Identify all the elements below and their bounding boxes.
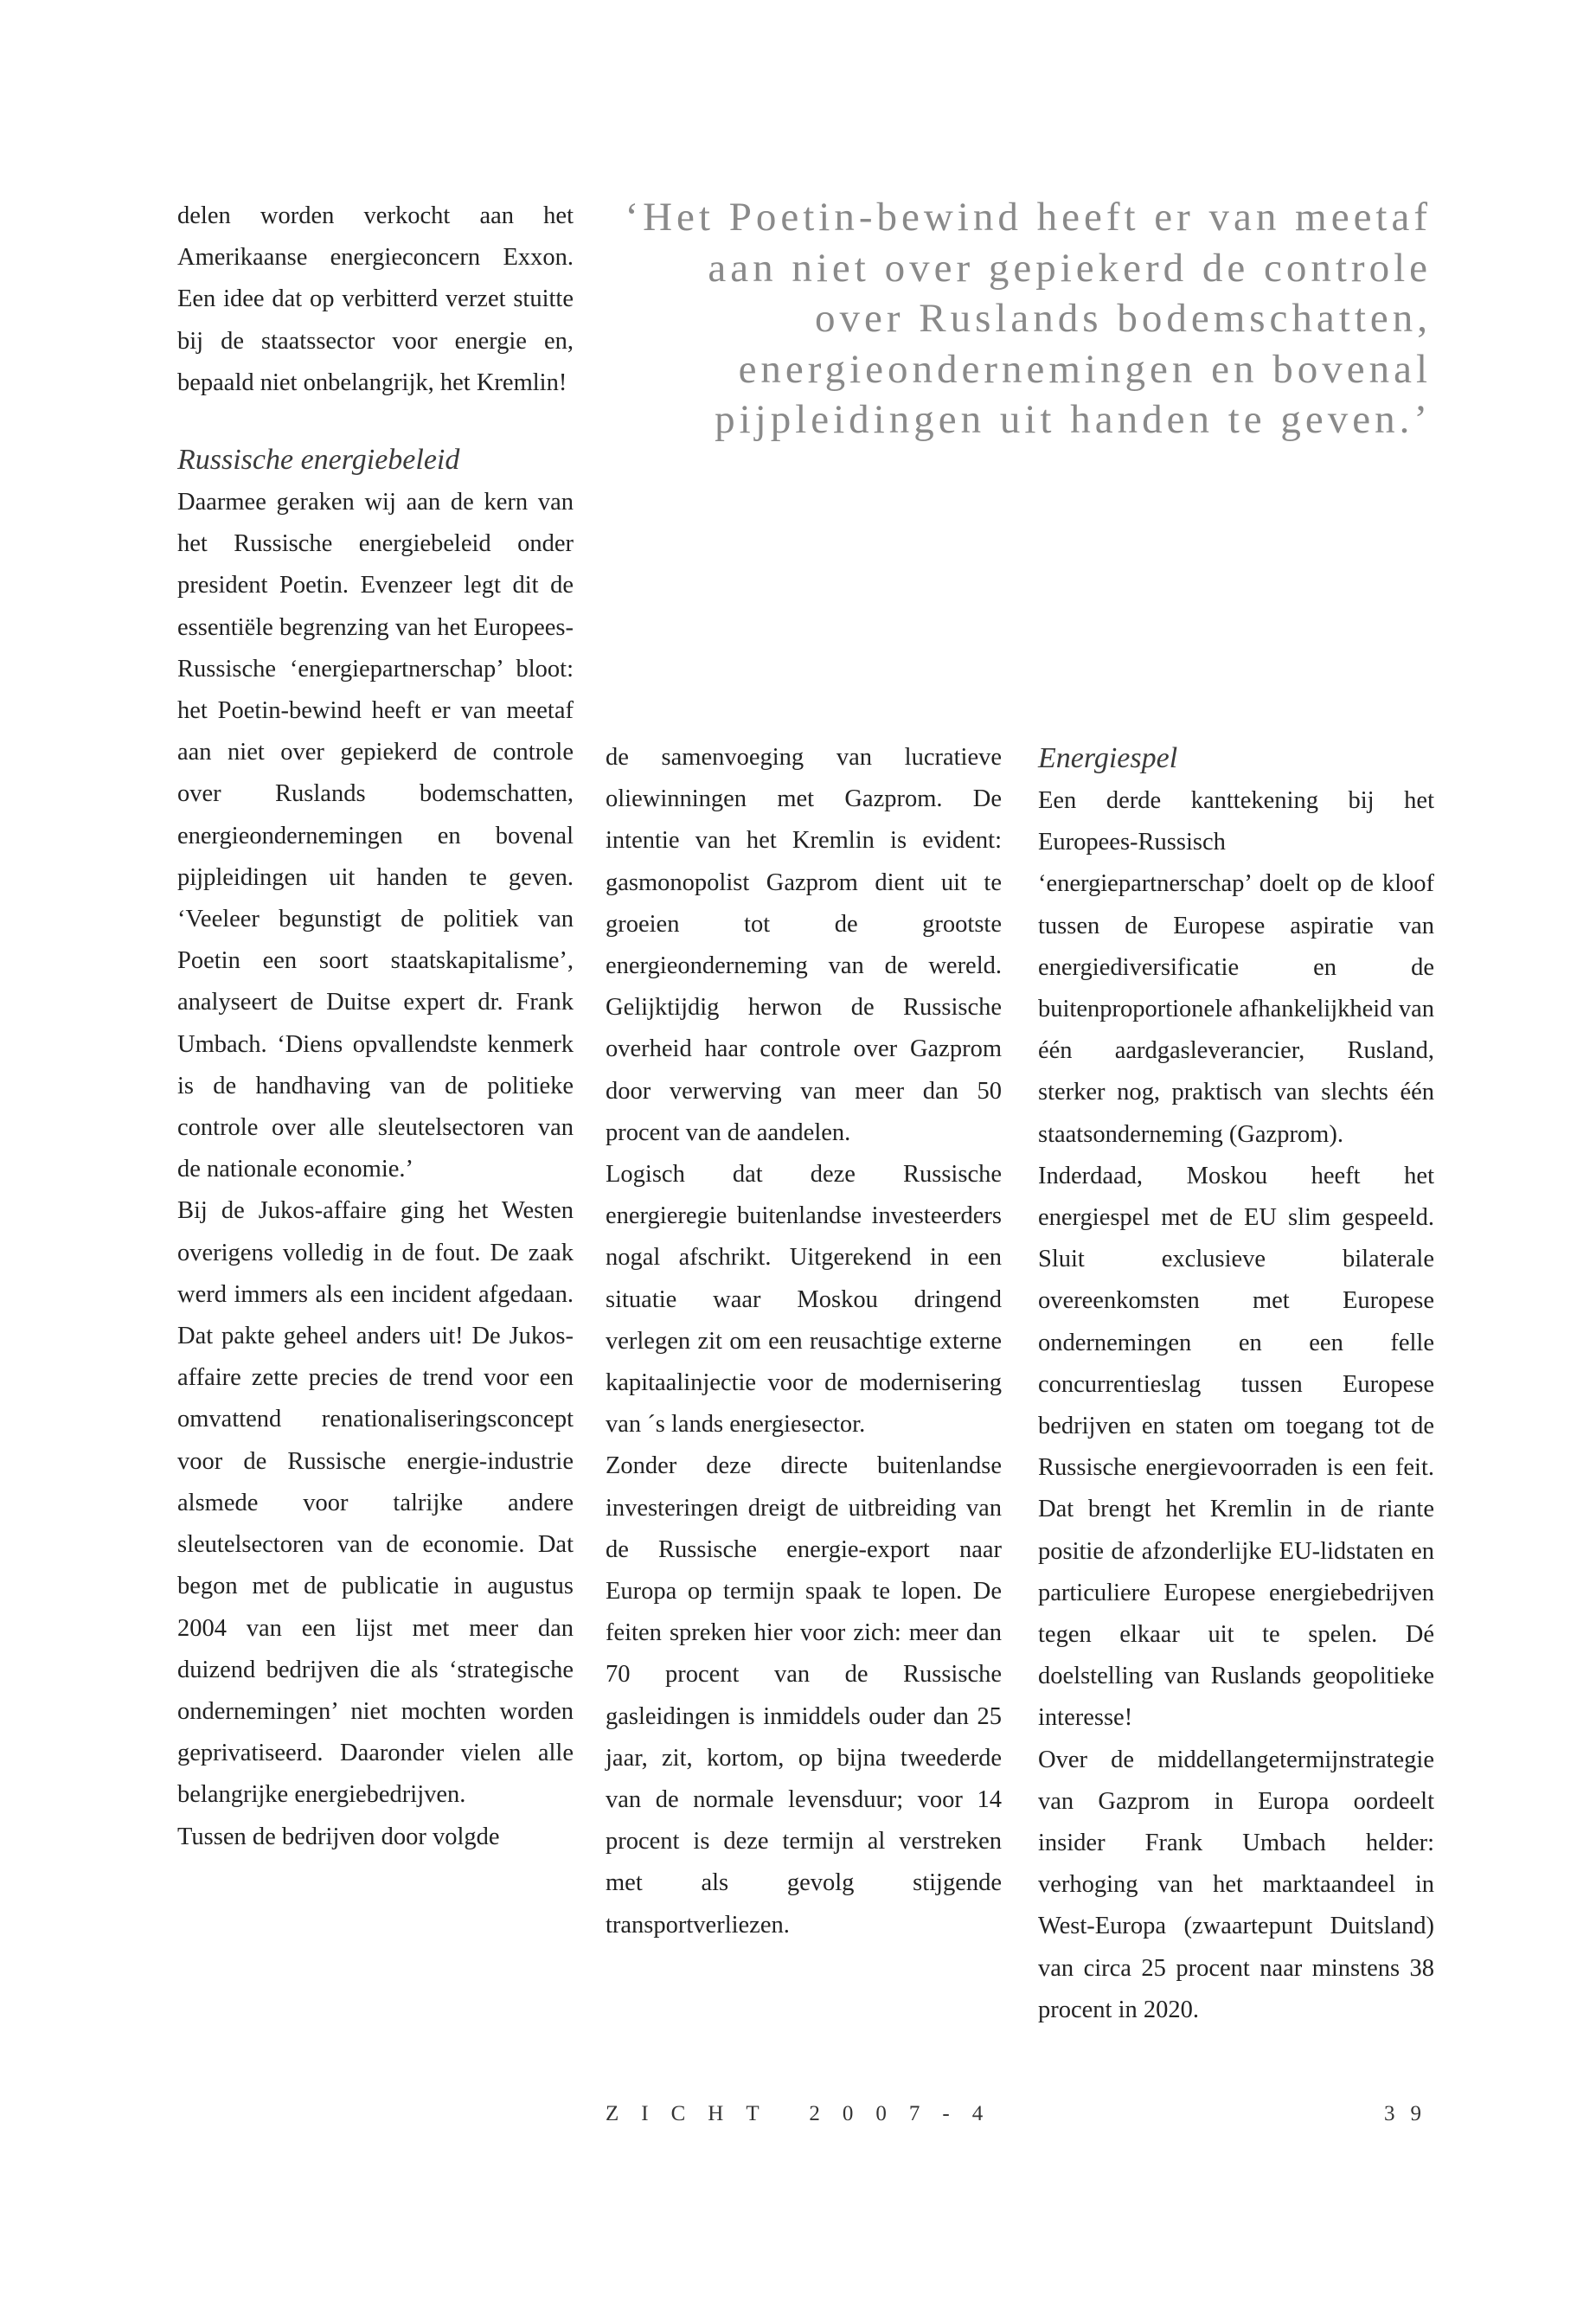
- paragraph: Bij de Jukos-affaire ging het Westen overigens volledig in de fout. De zaak werd immers als een incident afgedaan. Dat pakte geheel anders uit! De Jukos-affaire zette precies de trend voor een omvattend renationaliseringsconcept voor de Russische energie-industrie alsmede voor talrijke andere sleutelsectoren van de economie. Dat begon met de publicatie in augustus 2004 van een lijst met meer dan duizend bedrijven die als ‘strategische ondernemingen’ niet mochten worden geprivatiseerd. Daaronder vielen alle belangrijke energiebedrijven.: [177, 1197, 574, 1809]
- paragraph: Daarmee geraken wij aan de kern van het Russische energiebeleid onder president Poetin. Evenzeer legt dit de essentiële begrenzing van het Europees-Russische ‘energiepartnerschap’ bloot: het Poetin-bewind heeft er van meetaf aan niet over gepiekerd de controle over Ruslands bodemschatten, energieondernemingen en bovenal pijpleidingen uit handen te geven. ‘Veeleer begunstigt de politiek van Poetin een soort staatskapitalisme’, analyseert de Duitse expert dr. Frank Umbach. ‘Diens opvallendste kenmerk is de handhaving van de politieke controle over alle sleutelsectoren van de nationale economie.’: [177, 489, 574, 1183]
- column-2: [606, 737, 1002, 1946]
- section-heading: Energiespel: [1038, 742, 1178, 774]
- paragraph: de samenvoeging van lucratieve oliewinningen met Gazprom. De intentie van het Kremlin is evident: gasmonopolist Gazprom dient uit te groeien tot de grootste energieonderneming van de wereld. Gelijktijdig herwon de Russische overheid haar controle over Gazprom door verwerving van meer dan 50 procent van de aandelen.: [606, 744, 1002, 1146]
- column-1: [177, 195, 574, 1858]
- footer-journal-issue: ZICHT 2007-4: [606, 2102, 1006, 2125]
- paragraph: Logisch dat deze Russische energieregie buitenlandse investeerders nogal afschrikt. Uitgerekend in een situatie waar Moskou dringend verlegen zit om een reusachtige externe kapitaalinjectie voor de modernisering van ´s lands energiesector.: [606, 1161, 1002, 1439]
- paragraph: Een derde kanttekening bij het Europees-Russisch ‘energiepartnerschap’ doelt op de kloof tussen de Europese aspiratie van energiediversificatie en de buitenproportionele afhankelijkheid van één aardgasleverancier, Rusland, sterker nog, praktisch van slechts één staatsonderneming (Gazprom).: [1038, 787, 1434, 1148]
- paragraph: Tussen de bedrijven door volgde: [177, 1823, 500, 1850]
- paragraph: Inderdaad, Moskou heeft het energiespel met de EU slim gespeeld. Sluit exclusieve bilaterale overeenkomsten met Europese ondernemingen en een felle concurrentieslag tussen Europese bedrijven en staten om toegang tot de Russische energievoorraden is een feit. Dat brengt het Kremlin in de riante positie de afzonderlijke EU-lidstaten en particuliere Europese energiebedrijven tegen elkaar uit te spelen. Dé doelstelling van Ruslands geopolitieke interesse!: [1038, 1162, 1434, 1732]
- paragraph: Over de middellangetermijnstrategie van Gazprom in Europa oordeelt insider Frank Umbach helder: verhoging van het marktaandeel in West-Europa (zwaartepunt Duitsland) van circa 25 procent naar minstens 38 procent in 2020.: [1038, 1746, 1434, 2023]
- column-3: [1038, 737, 1434, 2031]
- spacer: [177, 404, 574, 439]
- pull-quote: ‘Het Poetin-bewind heeft er van meetaf aan niet over gepiekerd de controle over Ruslands bodemschatten, energieondernemingen en bovenal pijpleidingen uit handen te geven.’: [625, 195, 1432, 442]
- page-number: 39: [1384, 2102, 1437, 2125]
- paragraph: Zonder deze directe buitenlandse investeringen dreigt de uitbreiding van de Russische energie-export naar Europa op termijn spaak te lopen. De feiten spreken hier voor zich: meer dan 70 procent van de Russische gasleidingen is inmiddels ouder dan 25 jaar, zit, kortom, op bijna tweederde van de normale levensduur; voor 14 procent is deze termijn al verstreken met als gevolg stijgende transportverliezen.: [606, 1452, 1002, 1939]
- section-heading: Russische energiebeleid: [177, 444, 460, 477]
- paragraph: delen worden verkocht aan het Amerikaanse energieconcern Exxon. Een idee dat op verbitterd verzet stuitte bij de staatssector voor energie en, bepaald niet onbelangrijk, het Kremlin!: [177, 202, 574, 396]
